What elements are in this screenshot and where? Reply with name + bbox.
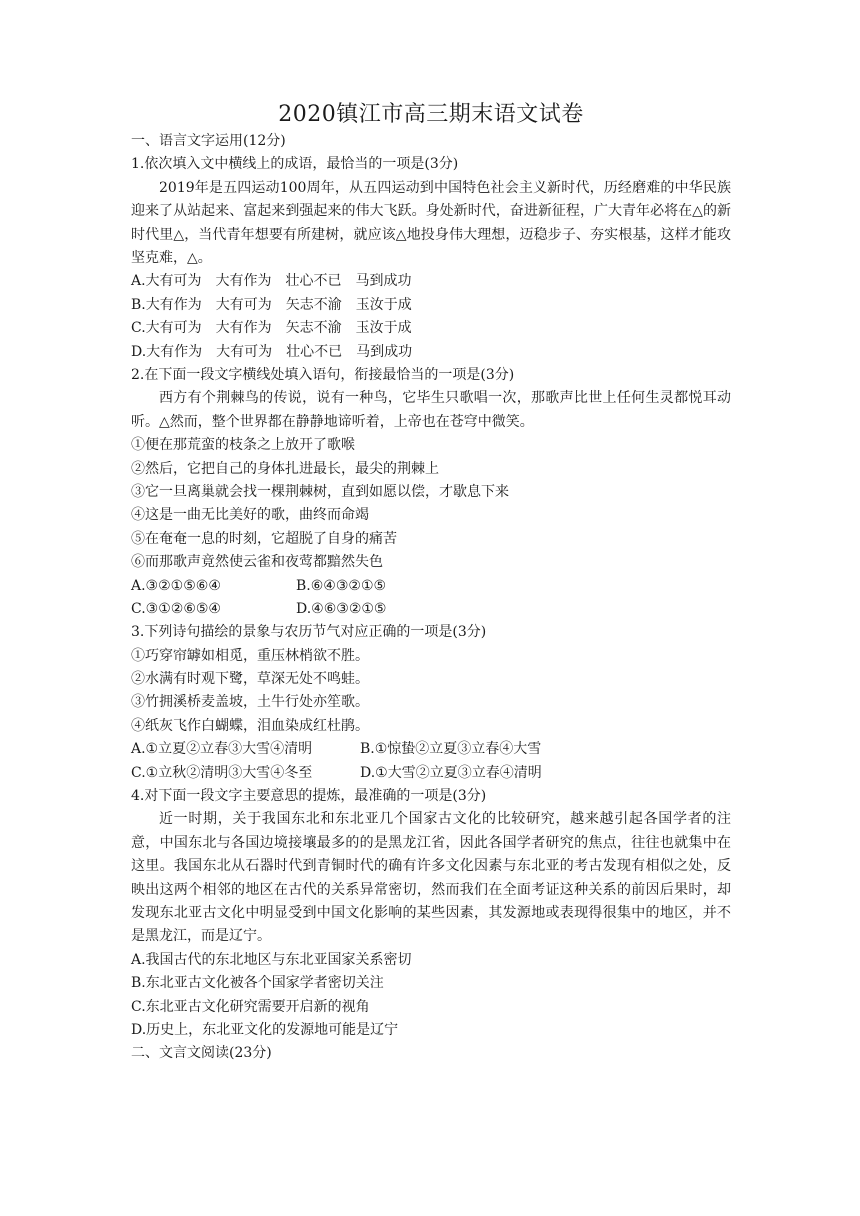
q1-option-a: A.大有可为 大有作为 壮心不已 马到成功 xyxy=(131,273,412,290)
q2-options-row-1 xyxy=(131,575,731,598)
q4-option-d: D.历史上，东北亚文化的发源地可能是辽宁 xyxy=(131,1022,399,1039)
q1-passage: 2019年是五四运动100周年，从五四运动到中国特色社会主义新时代，历经磨难的中华民族迎来了从站起来、富起来到强起来的伟大飞跃。身处新时代，奋进新征程，广大青年必将在△的新时代里△，当代青年想要有所建树，就应该△地投身伟大理想，迈稳步子、夯实根基，这样才能攻坚克难，△。 xyxy=(131,179,731,266)
q2-options-row-2 xyxy=(131,598,731,621)
q2-item-2: ②然后，它把自己的身体扎进最长，最尖的荆棘上 xyxy=(131,460,439,477)
q4-option-c: C.东北亚古文化研究需要开启新的视角 xyxy=(131,998,370,1015)
q2-item-6: ⑥而那歌声竟然使云雀和夜莺都黯然失色 xyxy=(131,554,383,571)
q3-option-c: C.①立秋②清明③大雪④冬至 xyxy=(131,764,313,781)
q2-option-b: B.⑥④③②①⑤ xyxy=(296,577,387,594)
q1-option-b: B.大有作为 大有可为 矢志不渝 玉汝于成 xyxy=(131,296,412,313)
q2-option-a: A.③②①⑤⑥④ xyxy=(131,577,221,594)
q2-item-4: ④这是一曲无比美好的歌，曲终而命竭 xyxy=(131,507,369,524)
q3-options-row-1 xyxy=(131,738,731,761)
q2-item-1: ①便在那荒蛮的枝条之上放开了歌喉 xyxy=(131,437,355,454)
q2-passage: 西方有个荆棘鸟的传说，说有一种鸟，它毕生只歌唱一次，那歌声比世上任何生灵都悦耳动听。△然而，整个世界都在静静地谛听着，上帝也在苍穹中微笑。 xyxy=(131,390,731,430)
q3-item-3: ③竹拥溪桥麦盖坡，土牛行处亦笙歌。 xyxy=(131,694,369,711)
q1-option-c: C.大有可为 大有作为 矢志不渝 玉汝于成 xyxy=(131,320,412,337)
q3-option-d: D.①大雪②立夏③立春④清明 xyxy=(360,764,542,781)
q2-item-5: ⑤在奄奄一息的时刻，它超脱了自身的痛苦 xyxy=(131,530,397,547)
q2-option-c: C.③①②⑥⑤④ xyxy=(131,600,221,617)
q4-option-b: B.东北亚古文化被各个国家学者密切关注 xyxy=(131,975,384,992)
q3-item-1: ①巧穿帘罅如相觅，重压林梢欲不胜。 xyxy=(131,647,369,664)
q3-item-2: ②水满有时观下鹭，草深无处不鸣蛙。 xyxy=(131,671,369,688)
section-heading-2: 二、文言文阅读(23分) xyxy=(131,1045,272,1062)
q3-option-b: B.①惊蛰②立夏③立春④大雪 xyxy=(360,741,542,758)
q4-passage: 近一时期，关于我国东北和东北亚几个国家古文化的比较研究，越来越引起各国学者的注意，中国东北与各国边境接壤最多的的是黑龙江省，因此各国学者研究的焦点，往往也就集中在这里。我国东北从石器时代到青铜时代的确有许多文化因素与东北亚的考古发现有相似之处，反映出这两个相邻的地区在古代的关系异常密切，然而我们在全面考证这种关系的前因后果时，却发现东北亚古文化中明显受到中国文化影响的某些因素，其发源地或表现得很集中的地区，并不是黑龙江，而是辽宁。 xyxy=(131,811,731,945)
exam-page xyxy=(131,100,731,1066)
q2-item-3: ③它一旦离巢就会找一棵荆棘树，直到如愿以偿，才歇息下来 xyxy=(131,483,509,500)
q3-options-row-2 xyxy=(131,762,731,785)
page-title: 2020镇江市高三期末语文试卷 xyxy=(278,102,584,127)
q3-stem: 3.下列诗句描绘的景象与农历节气对应正确的一项是(3分) xyxy=(131,624,487,641)
q1-stem: 1.依次填入文中横线上的成语，最恰当的一项是(3分) xyxy=(131,156,459,173)
q3-item-4: ④纸灰飞作白蝴蝶，泪血染成红杜鹃。 xyxy=(131,717,369,734)
q1-option-d: D.大有作为 大有可为 壮心不已 马到成功 xyxy=(131,343,413,360)
q4-stem: 4.对下面一段文字主要意思的提炼，最准确的一项是(3分) xyxy=(131,788,487,805)
q3-option-a: A.①立夏②立春③大雪④清明 xyxy=(131,741,313,758)
q2-stem: 2.在下面一段文字横线处填入语句，衔接最恰当的一项是(3分) xyxy=(131,366,515,383)
q2-option-d: D.④⑥③②①⑤ xyxy=(296,600,387,617)
section-heading-1: 一、语言文字运用(12分) xyxy=(131,133,286,149)
q4-option-a: A.我国古代的东北地区与东北亚国家关系密切 xyxy=(131,951,412,968)
